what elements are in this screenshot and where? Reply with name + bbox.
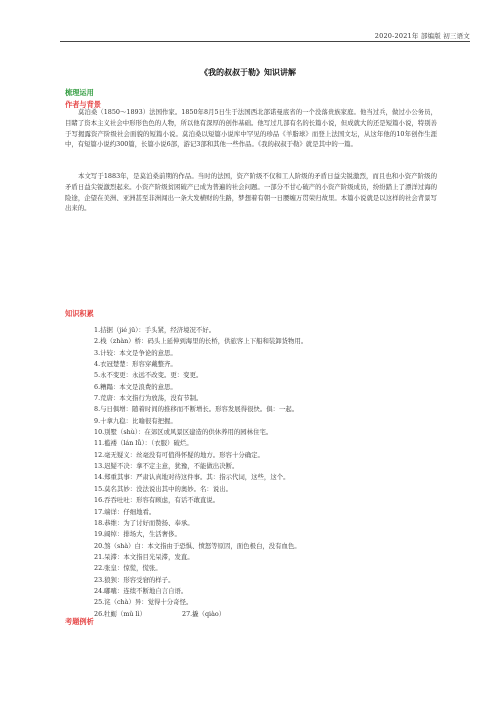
vocab-item: 25.诧（chà）异：觉得十分奇怪。 bbox=[94, 598, 193, 607]
vocab-item: 2.栈（zhàn）桥：码头上延伸到海里的长桥，供旅客上下船和装卸货物用。 bbox=[94, 337, 308, 346]
vocab-item: 26.牡蛎（mǔ lì） bbox=[94, 609, 147, 618]
subsection-author-background: 作者与背景 bbox=[65, 100, 101, 109]
paragraph-author: 莫泊桑（1850～1893）法国作家。1850年8月5日生于法国西北部诺曼底省的一个没落贵族家庭。他当过兵，做过小公务员，目睹了资本主义社会中形形色色的人物，所以他有深厚的创作基础。他写过几部有名的长篇小说，但成就大的还是短篇小说，特别善于写揭露资产阶级社会面貌的短篇小说。莫泊桑以短篇小说库中罕见的珍品《羊脂球》而登上法国文坛，从这年他的10年创作生涯中，有短篇小说约300篇，长篇小说6部，游记3部和其他一些作品。《我的叔叔于勒》就是其中的一篇。 bbox=[65, 108, 437, 149]
vocab-item: 12.毫无疑义：丝毫没有可值得怀疑的地方。形容十分确定。 bbox=[94, 450, 264, 459]
vocab-item: 4.衣冠楚楚：形容穿戴整齐。 bbox=[94, 360, 177, 369]
vocab-item: 17.端详：仔细地看。 bbox=[94, 507, 156, 516]
header-note: 2020-2021年 部编版 初三语文 bbox=[374, 32, 470, 40]
vocab-item: 7.荒唐：本文指行为放荡，没有节制。 bbox=[94, 394, 203, 403]
vocab-item: 20.煞（shà）白：本文指由于恐惧、愤怒等原因，面色极白，没有血色。 bbox=[94, 541, 301, 550]
vocab-item: 8.与日俱增：随着时间的推移而不断增长。形容发展得很快。俱：一起。 bbox=[94, 405, 299, 414]
vocab-item: 14.郑重其事：严肃认真地对待这件事。其：指示代词，这些，这个。 bbox=[94, 473, 290, 482]
header-divider bbox=[60, 41, 470, 42]
vocab-item: 3.计较：本文是争论的意思。 bbox=[94, 348, 177, 357]
vocab-item: 11.褴褛（lán lǚ）：（衣服）破烂。 bbox=[94, 439, 193, 448]
vocab-item: 24.嘟囔：连续不断地自言自语。 bbox=[94, 586, 188, 595]
vocab-item: 18.恭维：为了讨好而赞扬、奉承。 bbox=[94, 518, 194, 527]
vocab-item: 21.呆滞：本文指目光呆滞，发直。 bbox=[94, 552, 194, 561]
vocab-item: 5.永不变更：永远不改变。更：变更。 bbox=[94, 371, 203, 380]
vocab-item: 16.吞吞吐吐：形容有顾虑，有话不敢直说。 bbox=[94, 496, 220, 505]
vocab-item: 13.迟疑不决：拿不定主意，犹豫，不能做出决断。 bbox=[94, 462, 239, 471]
vocab-item: 10.別墅（shù）：在郊区或风景区建造的供休养用的园林住宅。 bbox=[94, 428, 273, 437]
vocab-list bbox=[94, 325, 434, 620]
subsection-exam: 考题例析 bbox=[65, 617, 94, 626]
vocab-item: 27.撬（qiào） bbox=[182, 609, 226, 618]
vocab-item: 1.拮据（jié jū）：手头紧，经济境况不好。 bbox=[94, 326, 216, 334]
vocab-item: 22.张皇：惊慌，慌张。 bbox=[94, 564, 162, 573]
vocab-item: 9.十拿九稳：比喻很有把握。 bbox=[94, 416, 177, 425]
document-title: 《我的叔叔于勒》知识讲解 bbox=[200, 67, 296, 77]
section-review-heading: 梳理运用 bbox=[65, 88, 94, 97]
subsection-vocab: 知识积累 bbox=[65, 309, 94, 318]
vocab-item: 6.糟蹋：本文是浪费的意思。 bbox=[94, 382, 177, 391]
vocab-item: 19.阔绰：排场大，生活奢侈。 bbox=[94, 530, 181, 539]
vocab-item-pair bbox=[94, 609, 434, 620]
vocab-item: 23.狼狈：形容受窘的样子。 bbox=[94, 575, 175, 584]
vocab-item: 15.莫名其妙：没法说出其中的奥妙。名：说出。 bbox=[94, 484, 232, 493]
paragraph-background: 本文写于1883年，是莫泊桑前期的作品。当时的法国，资产阶级不仅和工人阶级的矛盾日益尖锐激烈，而且也和小资产阶级的矛盾日益尖锐激烈起来。小资产阶级贫困破产已成为普遍的社会问题。一部分不甘心破产的小资产阶级成员，纷纷踏上了漂洋过海的险途，企望在美洲、亚洲甚至非洲闯出一条大发横财的生路，梦想着有朝一日腰缠万贯荣归故里。本篇小说就是以这样的社会背景写出来的。 bbox=[65, 172, 437, 213]
